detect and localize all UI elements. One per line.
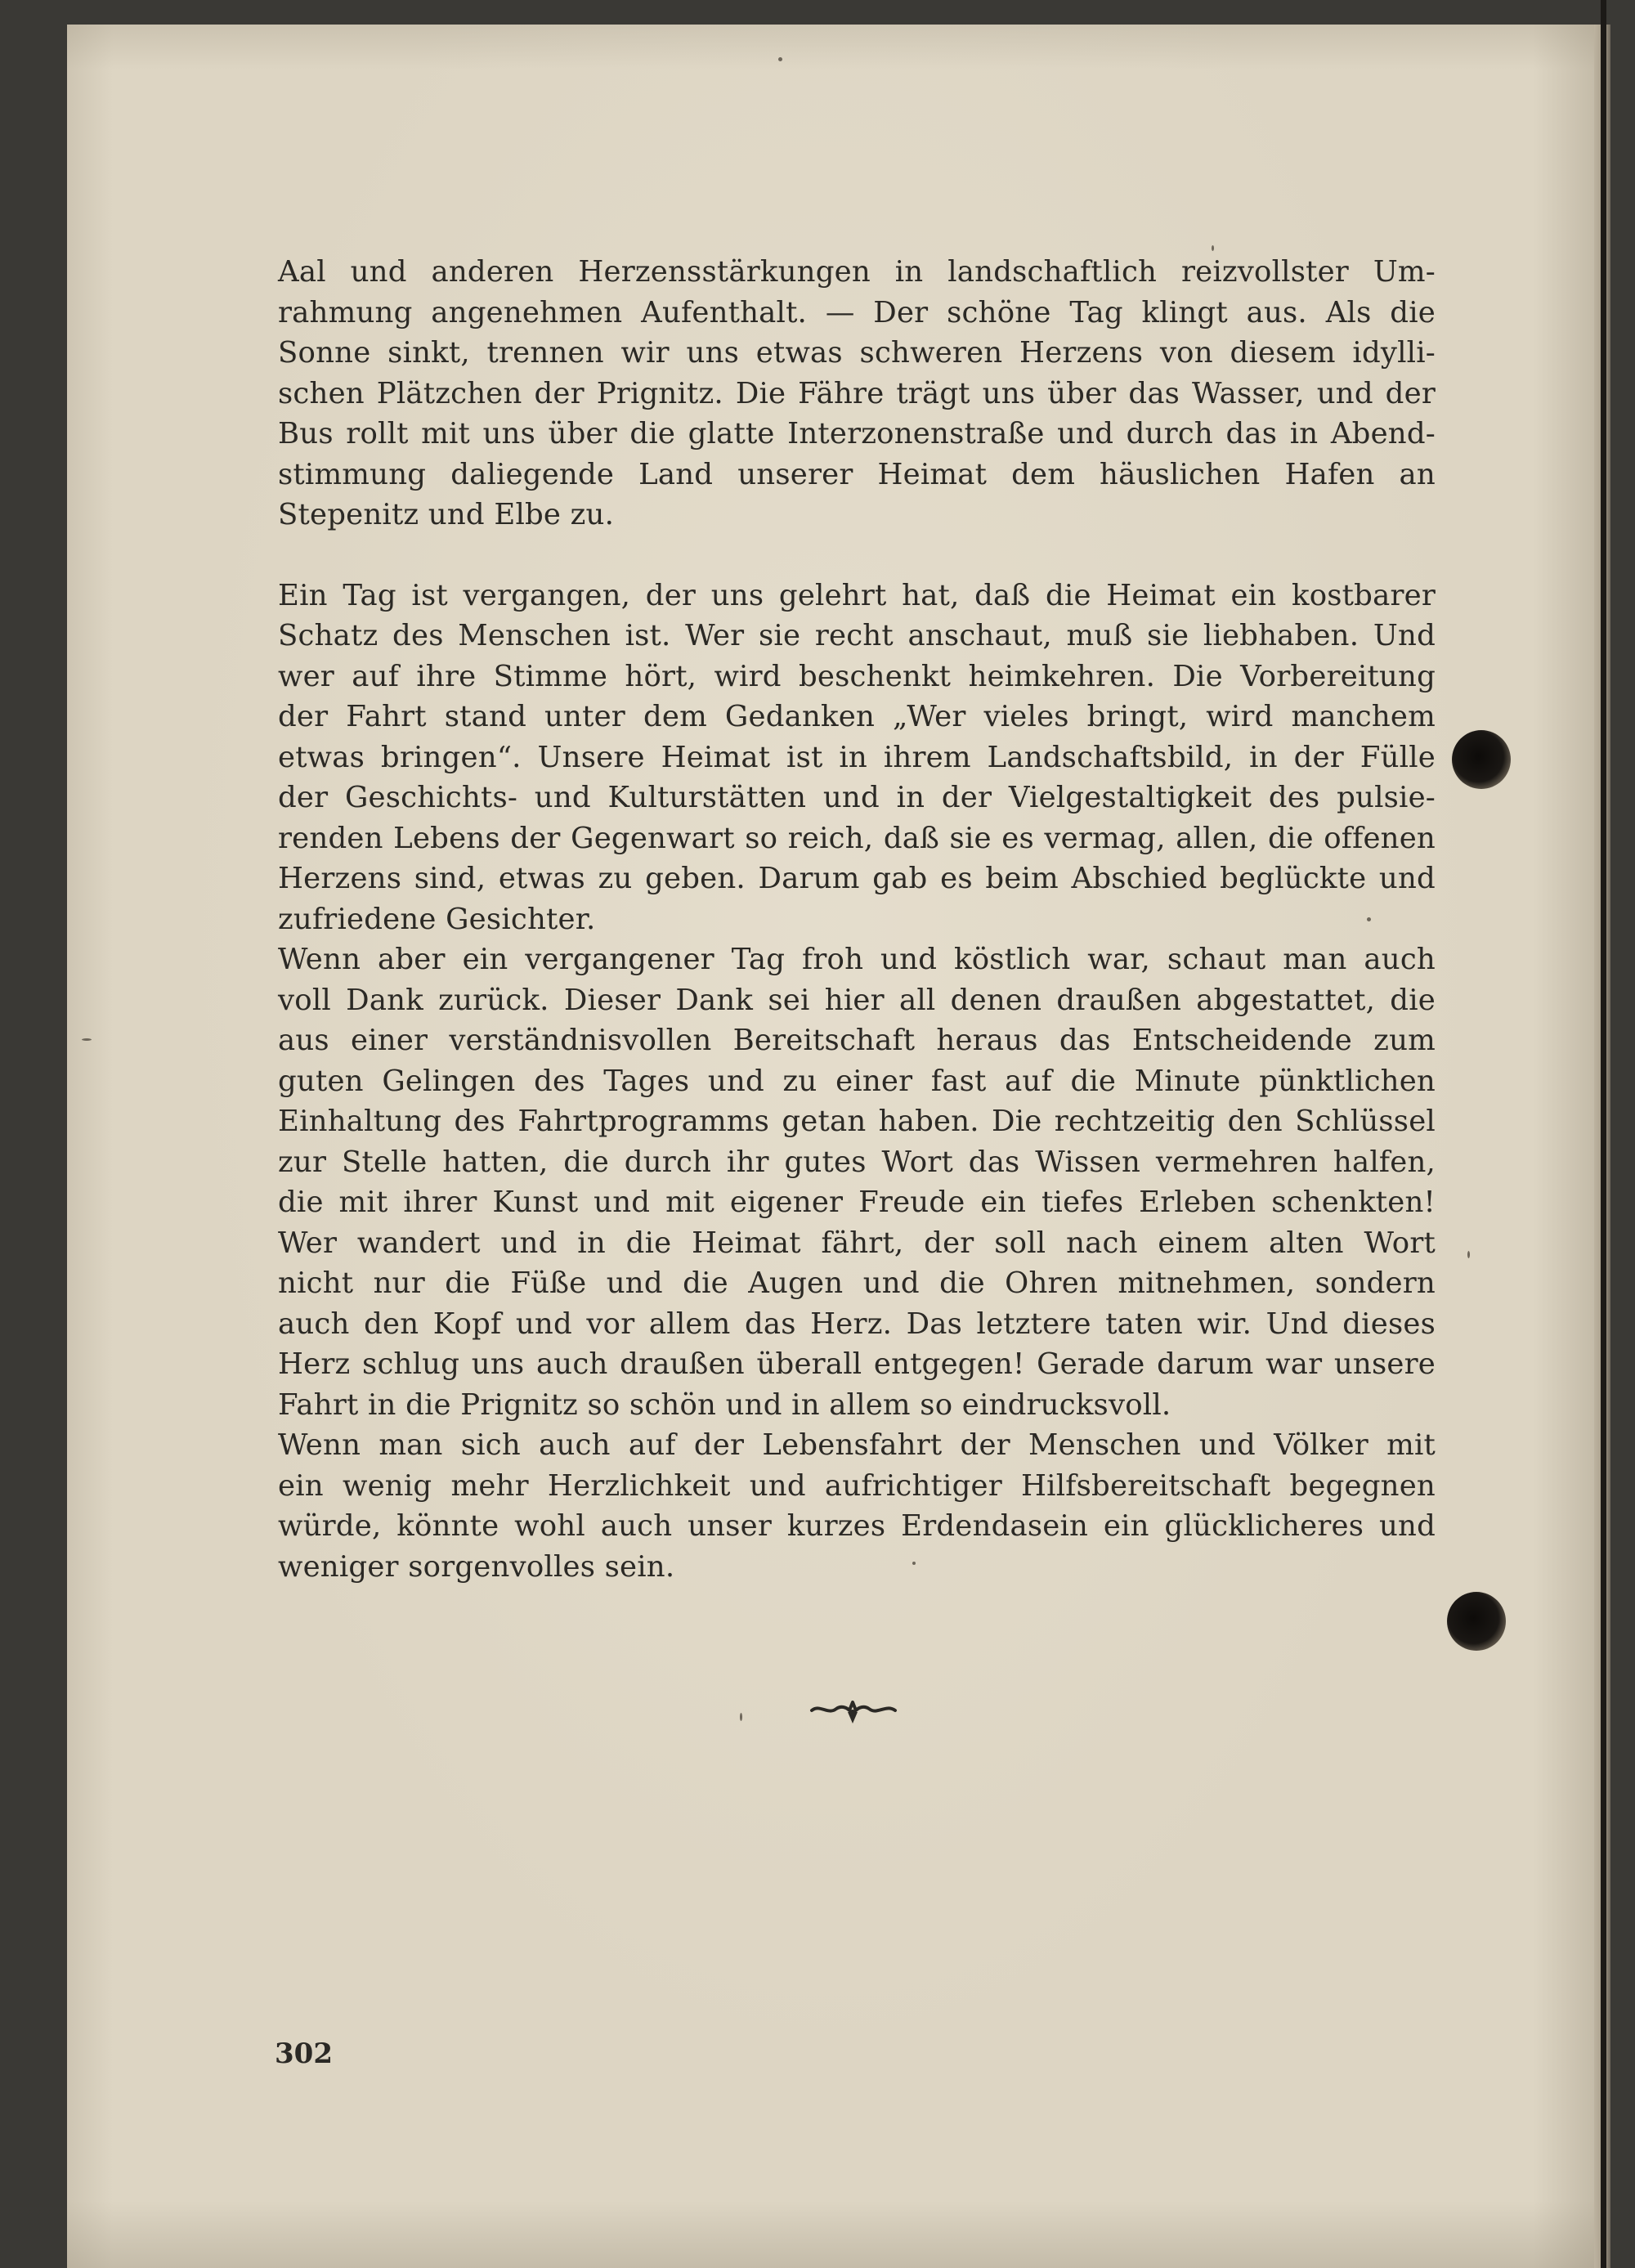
punch-hole-bottom xyxy=(1447,1592,1506,1651)
text-line: der Geschichts- und Kulturstätten und in der Vielgestaltigkeit des pulsie- xyxy=(278,781,1436,814)
paragraph-3 xyxy=(278,939,1436,1425)
text-line: stimmung daliegende Land unserer Heimat dem häuslichen Hafen an xyxy=(278,457,1436,491)
text-line: Fahrt in die Prignitz so schön und in allem so eindrucksvoll. xyxy=(278,1387,1171,1422)
paper-speck xyxy=(82,1038,92,1041)
text-line: aus einer verständnisvollen Bereitschaft heraus das Entscheidende zum xyxy=(278,1024,1436,1057)
paper-speck xyxy=(1212,245,1214,251)
text-line: ein wenig mehr Herzlichkeit und aufrichtiger Hilfsbereitschaft begegnen xyxy=(278,1468,1436,1503)
body-text xyxy=(278,252,1436,1587)
text-line: zur Stelle hatten, die durch ihr gutes Wort das Wissen vermehren halfen, xyxy=(278,1145,1436,1179)
text-line: Wenn aber ein vergangener Tag froh und köstlich war, schaut man auch xyxy=(278,943,1436,976)
paragraph-gap xyxy=(278,536,1436,576)
text-line: Einhaltung des Fahrtprogramms getan haben. Die rechtzeitig den Schlüssel xyxy=(278,1105,1436,1138)
text-line: Aal und anderen Herzensstärkungen in landschaftlich reizvollster Um- xyxy=(278,255,1436,289)
paragraph-1 xyxy=(278,252,1436,536)
text-line: Sonne sinkt, trennen wir uns etwas schweren Herzens von diesem idylli- xyxy=(278,336,1436,370)
text-line: nicht nur die Füße und die Augen und die Ohren mitnehmen, sondern xyxy=(278,1266,1436,1300)
text-line: rahmung angenehmen Aufenthalt. — Der schöne Tag klingt aus. Als die xyxy=(278,295,1436,329)
paragraph-2 xyxy=(278,576,1436,940)
paper-speck xyxy=(778,57,782,61)
text-line: Herzens sind, etwas zu geben. Darum gab es beim Abschied beglückte und xyxy=(278,862,1436,895)
text-line: der Fahrt stand unter dem Gedanken „Wer vieles bringt, wird manchem xyxy=(278,700,1436,733)
text-line: zufriedene Gesichter. xyxy=(278,902,596,936)
text-line: Wer wandert und in die Heimat fährt, der soll nach einem alten Wort xyxy=(278,1226,1436,1260)
paper-speck xyxy=(1467,1251,1470,1258)
text-line: weniger sorgenvolles sein. xyxy=(278,1549,675,1584)
text-line: Bus rollt mit uns über die glatte Interzonenstraße und durch das in Abend- xyxy=(278,417,1436,450)
text-line: Wenn man sich auch auf der Lebensfahrt der Menschen und Völker mit xyxy=(278,1428,1436,1462)
text-line: voll Dank zurück. Dieser Dank sei hier all denen draußen abgestattet, die xyxy=(278,983,1436,1017)
text-line: Stepenitz und Elbe zu. xyxy=(278,498,615,531)
text-line: Schatz des Menschen ist. Wer sie recht anschaut, muß sie liebhaben. Und xyxy=(278,619,1436,652)
paragraph-4 xyxy=(278,1425,1436,1587)
text-line: schen Plätzchen der Prignitz. Die Fähre trägt uns über das Wasser, und der xyxy=(278,376,1436,410)
text-line: etwas bringen“. Unsere Heimat ist in ihrem Landschaftsbild, in der Fülle xyxy=(278,740,1436,774)
vignette-ornament-icon xyxy=(805,1691,903,1732)
text-line: die mit ihrer Kunst und mit eigener Freude ein tiefes Erleben schenkten! xyxy=(278,1186,1436,1219)
text-line: guten Gelingen des Tages und zu einer fast auf die Minute pünktlichen xyxy=(278,1064,1436,1098)
text-line: würde, könnte wohl auch unser kurzes Erdendasein ein glücklicheres und xyxy=(278,1509,1436,1543)
binding-edge xyxy=(1601,0,1606,2268)
text-line: Herz schlug uns auch draußen überall entgegen! Gerade darum war unsere xyxy=(278,1347,1436,1381)
text-line: Ein Tag ist vergangen, der uns gelehrt hat, daß die Heimat ein kostbarer xyxy=(278,578,1436,612)
text-line: renden Lebens der Gegenwart so reich, daß sie es vermag, allen, die offenen xyxy=(278,821,1436,855)
page-number: 302 xyxy=(275,2037,333,2070)
text-line: auch den Kopf und vor allem das Herz. Das letztere taten wir. Und dieses xyxy=(278,1307,1436,1341)
text-line: wer auf ihre Stimme hört, wird beschenkt heimkehren. Die Vorbereitung xyxy=(278,659,1436,693)
punch-hole-top xyxy=(1452,730,1511,789)
paper-speck xyxy=(740,1713,742,1721)
